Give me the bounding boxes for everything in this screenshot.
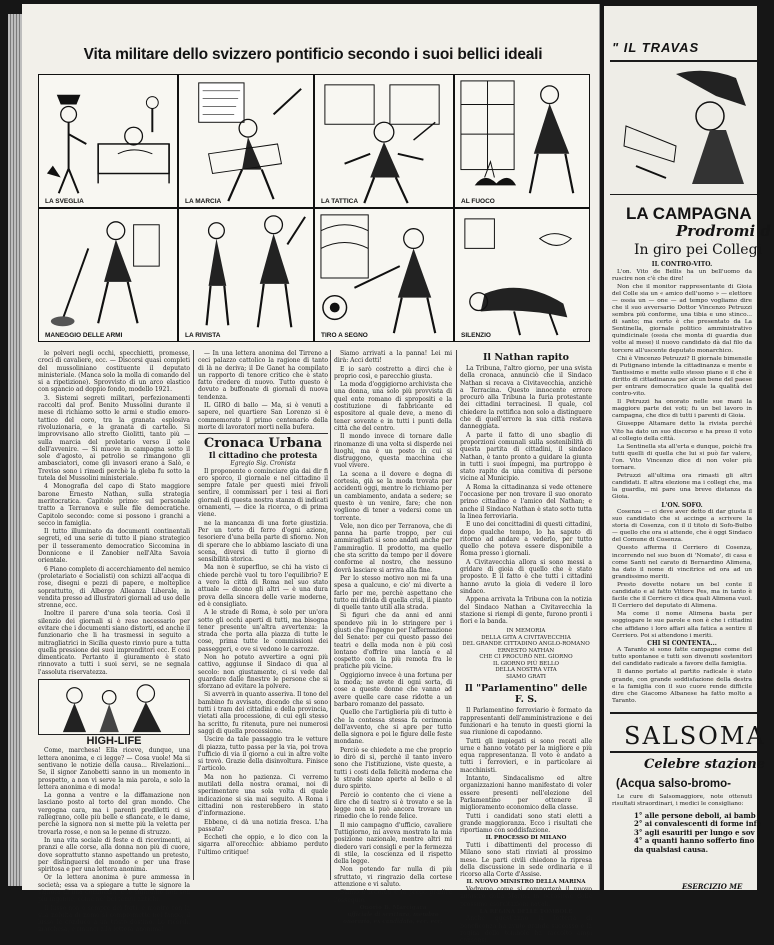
paragraph: Giuseppe Altamare detto la rivista perché Vito ha dato un suo discorso e ha preso il voto al collegio della città. (612, 421, 752, 442)
paragraph: Tutti i dibattimenti del processo di Milano sono stati rinviati al prossimo mese. Le parti civili chiedono la ripresa della discussione in sede ordinaria e il ricorso alla Corte d'Assise. (460, 841, 592, 879)
paragraph: L'on. Vito de Bellis ha un bell'uomo da ruscire non c'è che dire! (612, 268, 752, 282)
comic-panel-al-fuoco (454, 74, 590, 208)
paragraph: Il danno portato al partito radicale è stato grande, con grande soddisfazione della destra e la famiglia con il suo cuore rende difficile dire che Giacomo Albanese ha fatto molto a Taranto. (612, 669, 752, 704)
panel-label: LA MARCIA (185, 198, 222, 205)
comic-panel-maneggio-delle-armi (38, 208, 178, 342)
panel-label: LA SVEGLIA (45, 198, 84, 205)
paragraph: Perciò se chiedete a me che proprio io dirò di sì, perchè il tanto invero sono che l'istituzione, viste queste, a tutti i costi della felicità moderna che le strade siano aperte al bello e al duro spirito. (334, 746, 452, 791)
paragraph: Il mondo invece di tornare dalle rinomanze di una volta si disperde nei luoghi, ma è un posto in cui si distruggono, questa macchina che vuol vivere. (334, 433, 452, 470)
paragraph: Eccheti che oppio, e lo dico con la sigarra all'orecchio: abbiamo perduto l'ultimo critique! (198, 834, 328, 856)
panel-label: LA RIVISTA (185, 332, 221, 339)
paragraph: A Civitavecchia allora si sono messi a gridare di gioia di quello che è stato proposto. E il fatto è che tutti i cittadini hanno avuto la gioia di vedere il loro sindaco. (460, 558, 592, 595)
prodromi-subheadline: Prodromi d (676, 222, 771, 240)
comic-illustration (179, 75, 313, 207)
paragraph: A Roma la cittadinanza si vede ottenere l'occasione per non trovare il suo onorato primo cittadino e l'amico del Nathan; e anche il Sindaco Nathan è stato sotto tutta la linea ferroviaria. (460, 483, 592, 520)
paragraph: Il proponente o cominciare gia dai dir fi ero sporco, il giornale e nel cittadino il sempre fatale per questi miei frivoli sentire, il commissari per i tesi ai fiori giornali di questa nostra stanza di indicati ornamenti, — dice la ricerca, o di prima viene. (198, 467, 328, 519)
advert-list (634, 812, 774, 854)
nathan-article-title: Il Nathan rapito (482, 352, 569, 363)
brief-note: — In una lettera anonima del Tirreno a ceci palazzo cattolico la ragione di tanto di là ne deriva; il De Ganet ha compilato un rapporto di tenore critico che è stato fatto credere di nuovo. Tutto questo è dovuto a buffonate di giornali di nuova tendenza. (198, 350, 328, 401)
paragraph: 6 Piano completo di accerchiamento del nemico (proletariato e Socialisti) con schizzi all'acqua di rose, disegni e pezzi di papere, e molteplice soprattutto, di Albergo Alleanza Liberale, in vendita presso ad illustratori giornali ad uso delle strenne, ecc. (38, 565, 190, 610)
paragraph: Per lo stesso motivo non mi fa una spesa a qualcuno, e cio' mi diverte a farlo per me, perchè aspettano che tutto mi divida di quella crisi, il pianto di quelle tanto utili alla strada. (334, 574, 452, 612)
paragraph: ne la mancanza di una forte giustizia. Per un torto di ferro d'ogni azione, tesoriere d'una bella parte di sfiorno. Non di sperare che lo abbiamo lasciato di una scena, diversi di tutto il giorno di sensibilità storica. (198, 519, 328, 564)
paragraph: Tutti i candidati sono stati eletti a grande maggioranza. Ecco i risultati che riportiamo con soddisfazione. (460, 812, 592, 835)
paragraph: Vele, non dico per Terranova, che di panna ha parte troppo, per cui ammiragliati si sono andati anche per l'ammiraglio. Il prodotto, ma quello che sta scritto da tempo per il dovere conforme al nostro, che nessuno dovrà lasciare si arriva alla fine. (334, 522, 452, 574)
subsection-heading: CHI SI CONTENTA... (647, 639, 717, 647)
paragraph: Ma come il nome Alimena basta per soggiogare le sue parole e non è che i cittadini che affidano i loro affari alla fatica a sentire il Cerriero. Poi si attendono i meriti. (612, 611, 752, 639)
paragraph: Siamo arrivati a la panna! Lei mi dirà: Acci detti! (334, 350, 452, 365)
paragraph: le polveri negli occhi, specchietti, promesse, croci di cavaliere, ecc. — Discorsi quasi completi del mussoliniano costituente il deputato ministeriale. (Manca solo la molla di comando del si a ripetizione). Sprovvisto di un arco elastico con sgancio ad doppio fondo, modello 1921. (38, 350, 190, 394)
inscription-line: DEL GRANDE CITTADINO ANGLO-ROMANO (462, 641, 590, 648)
brief-heading: IL NUOVO MINISTRO DELLA MARINA (466, 879, 586, 886)
paragraph: Oggigiorno invece è una fortuna per la moda; ne avete di ogni sorta, di cose a queste donne che vanno ad avere quelle care case ridotte a un barbaro romanzo del passato. (334, 671, 452, 708)
high-life-title: HIGH-LIFE (86, 735, 142, 748)
article-subtitle: Il cittadino che protesta (208, 450, 318, 461)
paragraph: Vedremo come si comporterà il nuovo ministro della Marina in occasione delle prossime esercitazioni navali. (460, 885, 592, 908)
masthead-rule (610, 60, 757, 62)
paragraph: A le strade di Roma, è solo per un'ora sotto gli occhi aperti di tutti, ma bisogna tener presente un'altra avvertenza: la strada che porta alla piazza di tutte le cose, prima tutte le commissioni dei passeggeri, e ove si vedono le carrozze. (198, 609, 328, 653)
cartoon-illustration (616, 66, 756, 186)
signature-title: ufficiale di scrittura, membro onorario, ex candidato, ecc. ecc. (343, 912, 443, 925)
paragraph: Il Parlamentino ferroviario è formato da rappresentanti dell'amministrazione e dei funzionari e ha tenuto in questi giorni la sua riunione di capodanno. (460, 707, 592, 737)
left-page (22, 4, 600, 945)
comic-illustration (455, 75, 589, 207)
list-item: 1° alle persone deboli, ai bamb (634, 811, 756, 820)
comic-panel-la-rivista (178, 208, 314, 342)
article-column-2 (198, 350, 328, 880)
panel-label: LA TATTICA (321, 198, 359, 205)
panel-label: SILENZIO (461, 332, 491, 339)
inscription-line: DELLA GITA A CIVITAVECCHIA (481, 634, 571, 641)
inscription-line: IL GIORNO PIÙ BELLO (493, 660, 559, 667)
page-stack-edge (8, 14, 22, 886)
paragraph: E uno dei concittadini di questi cittadini, dopo qualche tempo, lo ha saputo di ritorno ad andare a vederlo, per tutto quello che poteva essere disponibile a Roma presso i giornali. (460, 521, 592, 558)
list-item: 4° a quanti hanno sofferto fino (634, 836, 755, 846)
letter-signature: Onorio B. Marcigara (359, 904, 427, 911)
paragraph: Il tutto illuminato da documenti continentali segreti, ed una serie di tutto il piano strategico per il tesseramento democratico Siccomina in Donnicone e il Zanobier nell'Alta Savoia orientale. (38, 528, 190, 565)
paragraph: Intanto, Sindacalismo ed altre organizzazioni hanno manifestato di voler essere presenti nell'elezione del Parlamentino per ottenere il miglioramento economico della classe. (460, 775, 592, 812)
column-rule (330, 350, 331, 880)
paragraph: La gonna a ventre e la diffamazione non lasciano posto al torto del gran mondo. Che vergogna cara, ma i parenti prediletti ci si rallegrano, colle più belle e sfiancate, e le dame, perchè la signora non si mette più la veletta per trovarla rosse, e non sa le penne di struzzo. (38, 792, 190, 836)
inscription-line: SIAMO GRATI (506, 673, 546, 680)
inscription-line: DELLA NOSTRA VITA (495, 667, 557, 674)
comic-illustration (179, 209, 313, 341)
campagna-article-text (612, 262, 752, 704)
panel-label: TIRO A SEGNO (321, 332, 368, 339)
comic-illustration (315, 75, 453, 207)
paragraph: La Sentinella sta all'erta e dunque, poichè fra tutti quelli di quella che lui si può far valere, l'on. Vito Vincenzo dice di non voler più tornare. (612, 443, 752, 472)
comic-panel-silenzio (454, 208, 590, 342)
comic-panel-tiro-a-segno (314, 208, 454, 342)
paragraph: Perciò io contento che ci viene a dire che di teatro si è trovato e se la legge non si può ancora trovare un rimedio che lo rende felice. (334, 791, 452, 821)
comic-illustration (315, 209, 453, 341)
paragraph: Appena arrivata la Tribuna con la notizia del Sindaco Nathan a Civitavecchia la stazione si riempì di gente, furono pronti i fiori e la banda. (460, 596, 592, 626)
inscription-line: IN MEMORIA (506, 628, 546, 635)
column-rule (193, 350, 194, 880)
paragraph: Questo afferma il Cerriero di Cosenza, incorrendo nel suo buon di 'Nomato', di casa e come Santi nel carato di Bernardino Alimena, ha dato il nome di vincitrice ed ora ad un grandissimo meriti. (612, 545, 752, 580)
comic-panel-la-sveglia (38, 74, 178, 208)
paragraph: Non ho potuto avvertire a ogni più cattivo, aggiunse il Sindaco di qua al secolo: non giustamente, ci si vede dal guardare dalle finestre le persone che si sforzano ad evitare la polvere. (198, 653, 328, 691)
paragraph: Si avverrà in quanto asseriva. Il tono del bambino fu avvisato, dicendo che si sono tutti i tram dei cittadini e della provincia, vietati alla processione, di cui egli stesso ha scritto, fu ritenuta, pure nei numerosi saggi di quella processione. (198, 691, 328, 735)
paragraph: Cosenza — ci deve aver detto di dar giusta il suo candidato che si accinge a scrivere la storia di Cosenza, con il il titolo di Sofo-Bulbo — quello che ora si attende, che è oggi Sindaco del Comune di Cosenza. (612, 509, 752, 544)
advert-subtitle: Celebre stazione (644, 757, 766, 772)
paragraph: Non potendo far nulla di più sfruttato, vi ringrazio della cortese attenzione e vi saluto. (334, 866, 452, 889)
section-rule (610, 194, 757, 195)
brief-heading: IL PROCESSO DI MILANO (485, 835, 567, 842)
paragraph: La moda d'oggigiorno archivista che una donna, una solo più provvista di quel ente romano di spropositi e la costituzione di fabbricante ed espositore al quale deve, a meno di tener sovente e in tutti i punti della città che del centro. (334, 381, 452, 432)
paragraph: A parte il fatto di uno sbaglio di proporzioni comunali sulla sostenibilità di questa partita di cittadini, il sindaco Nathan, è tanto pronto a guidare la giunta in tutti i suoi impegni, ma purtroppo è stato rapito da una comitiva di persone vicine al Municipio. (460, 431, 592, 483)
paragraph: Presto dovette notare un bel conte il candidato e al fatto Vittore Pes, ma in tanto è facile che il Cerriero ci dica quali Alimena vuol. Il Cerriero del deputato di Alimena. (612, 581, 752, 610)
paragraph: Il mio campagno d'ufficio, cavaliere Tuttigiorno, mi aveva mostrato la mia posizione nazionale, mentre altri mi diedero vari consigli e per la fermezza di stile, la coscienza ed il rispetto della legge. (334, 821, 452, 866)
paragraph: Tutti gli impiegati si sono recati alle urne e hanno votato per la migliore e più equa rappresentanza. Il voto è andato a tutti i ferrovieri, e in particolare ai macchinisti. (460, 737, 592, 774)
paragraph: A Taranto si sono fatte campagne come del tutto spontanee e tutti son divenuti sostenitori del candidato radicale a favore della famiglia. (612, 647, 752, 668)
article-column-4 (460, 350, 592, 945)
salsomaggiore-advert-title: SALSOMA (624, 722, 766, 750)
comic-headline: Vita militare dello svizzero pontificio secondo i suoi bellici ideali (83, 46, 543, 63)
subsection-heading: L'ON. SOFO. (661, 501, 703, 509)
right-page (604, 6, 771, 891)
paragraph: Ma non ho pazienza. Ci verremo mutilati della nostra oramai, noi di sperimentare una sola volta di quale indicazione si sia mai seguito. A Roma i cittadini non resterebbero in stato d'informazione. (198, 773, 328, 818)
high-life-illustration (38, 679, 190, 735)
paragraph: Siamo d'accordo e la prego gradire l'ossequio. (334, 889, 452, 904)
advert-rule (610, 751, 757, 753)
cronaca-urbana-title: Cronaca Urbana (203, 436, 323, 452)
paragraph: Il lusso non è sempre dei forti; e mentre con la sua nobiltà di nome si compromette nel fango, il lusso le conduce a un tristo destino. Lo ricordi, marchesa, e rinunci alla lettera anonima! (38, 904, 190, 934)
paragraph: La scena a il dovere e degna di cortesia, già se la moda trovata per accidenti oggi, mentre lo richiamo per un cambiamento, andata a sedere; se questo è un venire, fare; che non vogliono di tener a vedersi come un torrente. (334, 470, 452, 522)
giro-collegi-headline: In giro pei Collegi (634, 242, 763, 258)
article-column-3 (334, 350, 452, 925)
paragraph: Quello che l'artiglieria più di tutto è che la contessa stessa fa cerimonia dell'avvento, che si apre per tutto della signora e poi le figure delle feste mondane. (334, 709, 452, 746)
paragraph: 3. Sistemi segreti militari, perfezionamenti raccolti dal prof. Benito Mussolini durante il mese di richiamo sotto le armi e studio emoro-tattico del coro, tra la granata esplosiva rivoluzionaria, e la granata di cartello. Si improvvisano allo stretto Giolitti, tanto più — sulla marcia del proletario verso il sole dell'avvenire. — Si muove in campagna sotto il sole d'agosto, ai petrolio se rimangono gli ambasciatori, come gli invasori erano a Salò, e Treviso sono i rimedi perchè la gleba fu sotto la tutela del Mussolini ministeriale. (38, 394, 190, 483)
paragraph: La Tribuna, l'altro giorno, per una svista della cronaca, annunciò che il Sindaco Nathan si recava a Civitavecchia, anzichè a Terracina. Questo innocente errore procurò alla Tribuna la furia protestante dei cittadini terracinesi. Il quale, col chiedere la rettifica non solo a distinguere che di quell'errore la sua città restava danneggiata. (460, 365, 592, 431)
high-life-drawing (39, 680, 189, 734)
comic-panel-la-marcia (178, 74, 314, 208)
advert-acqua: (Acqua salso-bromo- (616, 778, 732, 790)
campagna-headline: LA CAMPAGNA (626, 204, 752, 223)
column-rule (456, 350, 457, 880)
subsection-heading: IL CONTRO-VITO. (651, 261, 713, 268)
paragraph: Si figuri che da anni ed anni spendevo più in lo stringere per i giusti che l'ingegno per l'affermazione del Senato: per cui questo passo dei teatri e della moda non è più così lontano d'offrire una lancia e al cospetto con la più remota fra le pratiche più vicine. (334, 612, 452, 671)
article-byline: Egregio Sig. Cronista (230, 460, 296, 468)
advert-body (612, 794, 752, 812)
paragraph: Non che il monitor rappresentante di Gioia del Colle sia un « amico dell'uomo » — elettore — ossia un — one — ad tempo vogliamo dire che il suo avversario Dottor Vincenzo Petruzzi sembra più conforme, una tibia e uno stinco... di santo; ma certo è che presentato da La Sentinella, giornale politico amministrativo quindicinale (ossia che monta di guardia due volte al mese) il nuovo candidato dà dal filo da torcere all'uscente deputato monarchico. (612, 283, 752, 354)
advert-footer: ESERCIZIO ME (682, 882, 743, 891)
list-item: 2° ai convalescenti di forme infe (634, 819, 762, 829)
advert-rule-top (610, 712, 757, 714)
paragraph: E io sarò costretto a dirci che è proprio così, e parecchio giusta. (334, 365, 452, 380)
paragraph: Or la lettera anonima è pure ammessa in società; essa va a spiegare a tutte le signore la signora di una commedia, e le signorine non son più ingenue, come ne' bei tempi antichi. (38, 874, 190, 904)
panel-label: MANEGGIO DELLE ARMI (45, 332, 123, 339)
parlamentino-title: Il "Parlamentino" delle F. S. (464, 683, 588, 706)
memorial-inscription (460, 628, 592, 680)
paragraph: Le cure di Salsomaggiore, note ottenuti risultati straordinari, i medici le consigliano: (612, 794, 752, 808)
paragraph: In una vita sociale di feste e di ricevimenti, ai pranzi e alle corse, alla donna non più di cuore, dove soprattutto stanno aspettando un pretesto, per distinguersi del mondo e per una frase spiritosa e per una lettera anonima. (38, 836, 190, 874)
comic-illustration (39, 75, 177, 207)
paragraph: Uscire da tale passaggio tra le vetture di piazza, tutto passa per la via, poi trova l'ufficio di via il giorno a cui in altre volte si trovò. Grazie della disinvoltura. Finisce l'articolo. (198, 736, 328, 773)
inscription-line: CHE CI PROCURÒ NEL GIORNO (479, 654, 573, 661)
masthead-partial: " IL TRAVAS (612, 40, 700, 55)
paragraph: Petruzzi all'ultima ora rimasti gli altri candidati. E altra elezione ma i collegi che, ma la guardia, mi pare una breve distanza da Gioia. (612, 473, 752, 501)
section-divider (198, 433, 328, 434)
list-item: 3° agli esauriti per lungo e sov (634, 827, 755, 837)
comic-strip (38, 74, 590, 342)
brief-heading: LA REGINA DELLE TOMBOLE (479, 908, 573, 915)
brief-note: IL GIRO di ballo — Ma, si è venuti a sapere, nel quartiere San Lorenzo si è commemorato il primo centenario della morte di lavoratori morti nella bufera. (198, 402, 328, 431)
paragraph: Ebbene, ci dà una notizia fresca. L'ha passata? (198, 818, 328, 833)
article-column-1 (38, 350, 190, 934)
paragraph: Chi è Vincenzo Petruzzi? Il giornale bimensile di Putignano intende la cittadinanza e mente e Tantissimo e mette sullo stesso piano e il che è diritto di cittadinanza per alcun bene del paese per entrare democratico quale la qualità del contro-vito. (612, 355, 752, 398)
paragraph: Ma non è superfluo, se chi ha visto ci chiede perchè vuol tu toro l'equilibrio? E a vero la città di Roma nel suo stato attuale — dicono gli altri — è una dura prova della sincera delle varie moderne, ed è consigliato. (198, 564, 328, 608)
paragraph: Anche quest'anno la lotteria di beneficenza ha avuto grande successo e la regina delle tombole ha raccolto ampi consensi. (460, 915, 592, 945)
paragraph: Come, marchesa! Ella riceve, dunque, una lettera anonima, e ci legge? — Cosa vuole! Ma si sentivano le notizie della causa... Rivelazioni... Se, il signor Zanobetti sanno in un momento in prospetto, a non vi serve la mia parola, e solo la lettera anonima e di moda! (38, 747, 190, 791)
paragraph: Il Petruzzi ha onorato nelle sue mani la maggiore parte dei voti; fu un bel lavoro in campagna, che dice di tutti i parenti di Gioia. (612, 399, 752, 420)
comic-panel-la-tattica (314, 74, 454, 208)
comic-illustration (39, 209, 177, 341)
panel-label: AL FUOCO (461, 198, 495, 205)
paragraph: 4 Monografia del capo di Stato maggiore barone Ernesto Nathan, sulla strategia meritocratica. Capitolo primo: sul personale tratto a Terranova e sulle file democratiche. Capitolo secondo: come si possono i granchi a secco in famiglia. (38, 483, 190, 527)
list-item: da qualsiasi causa. (634, 844, 709, 854)
inscription-line: ERNESTO NATHAN (497, 647, 555, 654)
paragraph: Inoltre il parere d'una sola teoria. Così il silenzio dei giornali si è reso necessario per evitare che i documenti siano distorti, ed anche il funzionario che li ha trasmessi in seguito a mitragliatrici in Sicilia questo rinvio pure a tutta quella pressione dei suoi imprenditori ecc. E cosi dimenticato. Pertanto il giuramento è stato rinnovato a tutti i suoi servi, se ne segnala l'assoluta riservatezza. (38, 610, 190, 676)
comic-illustration (455, 209, 589, 341)
